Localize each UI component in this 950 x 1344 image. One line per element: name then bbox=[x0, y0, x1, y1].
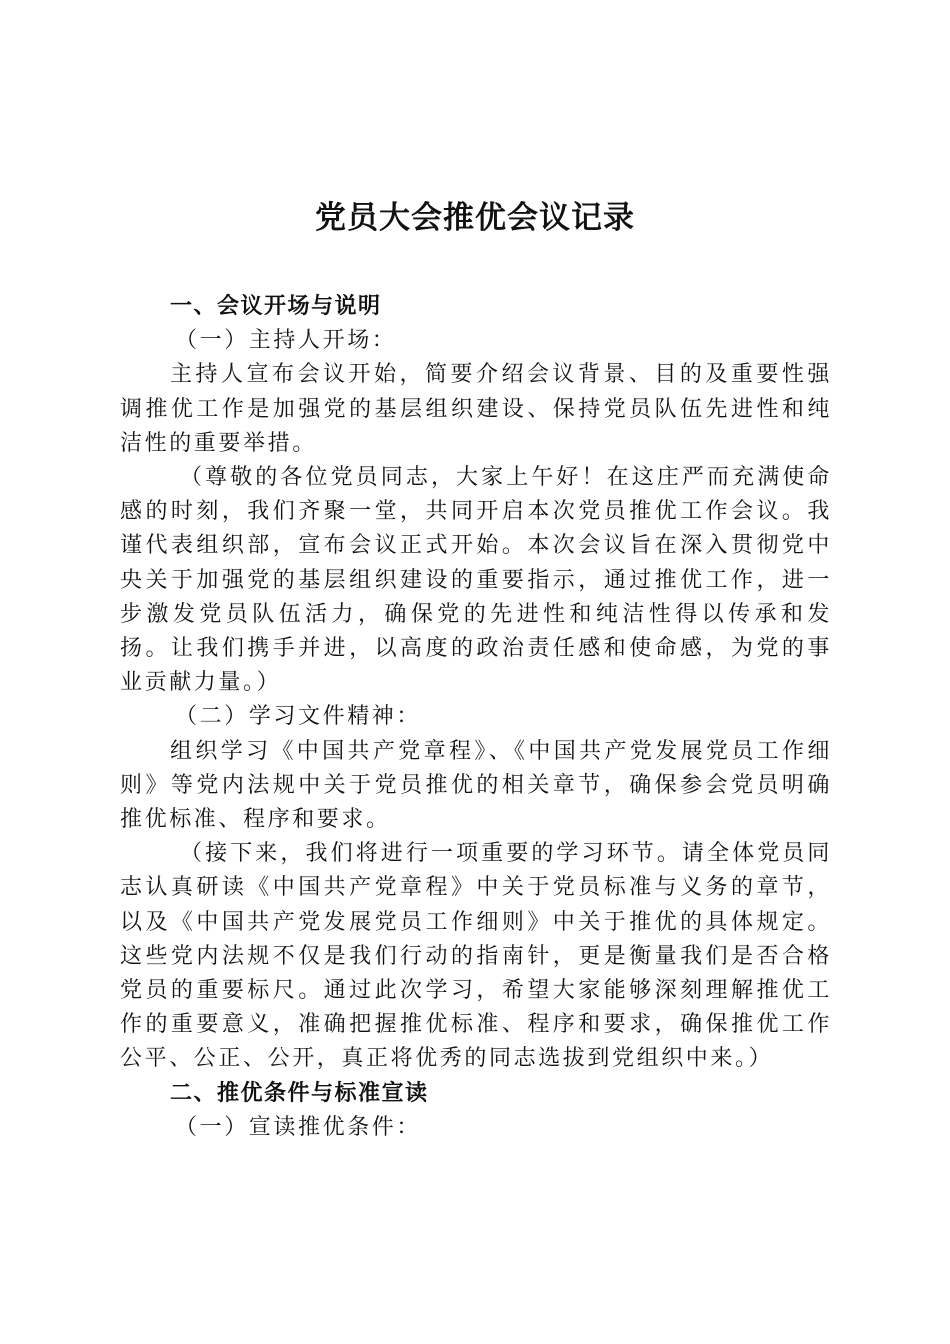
section-heading-2: 二、推优条件与标准宣读 bbox=[170, 1080, 429, 1106]
subsection-heading-1-2: （二）学习文件精神： bbox=[175, 704, 422, 730]
subsection-heading-2-1: （一）宣读推优条件： bbox=[175, 1114, 422, 1140]
document-body bbox=[120, 290, 832, 1145]
paragraph-host-opening: 主持人宣布会议开始，简要介绍会议背景、目的及重要性强调推优工作是加强党的基层组织建设、保持党员队伍先进性和纯洁性的重要举措。 bbox=[120, 362, 832, 456]
section-heading-1: 一、会议开场与说明 bbox=[170, 294, 382, 319]
page-title: 党员大会推优会议记录 bbox=[315, 200, 635, 236]
paragraph-study-speech: （接下来，我们将进行一项重要的学习环节。请全体党员同志认真研读《中国共产党章程》中关于党员标准与义务的章节，以及《中国共产党发展党员工作细则》中关于推优的具体规定。这些党内法规不仅是我们行动的指南针，更是衡量我们是否合格党员的重要标尺。通过此次学习，希望大家能够深刻理解推优工作的重要意义，准确把握推优标准、程序和要求，确保推优工作公平、公正、公开，真正将优秀的同志选拔到党组织中来。） bbox=[120, 841, 832, 1072]
subsection-heading-1-1: （一）主持人开场： bbox=[175, 328, 397, 354]
paragraph-host-speech: （尊敬的各位党员同志，大家上午好！在这庄严而充满使命感的时刻，我们齐聚一堂，共同开启本次党员推优工作会议。我谨代表组织部，宣布会议正式开始。本次会议旨在深入贯彻党中央关于加强党的基层组织建设的重要指示，通过推优工作，进一步激发党员队伍活力，确保党的先进性和纯洁性得以传承和发扬。让我们携手并进，以高度的政治责任感和使命感，为党的事业贡献力量。） bbox=[120, 465, 832, 696]
paragraph-study-docs: 组织学习《中国共产党章程》、《中国共产党发展党员工作细则》等党内法规中关于党员推优的相关章节，确保参会党员明确推优标准、程序和要求。 bbox=[120, 738, 832, 833]
